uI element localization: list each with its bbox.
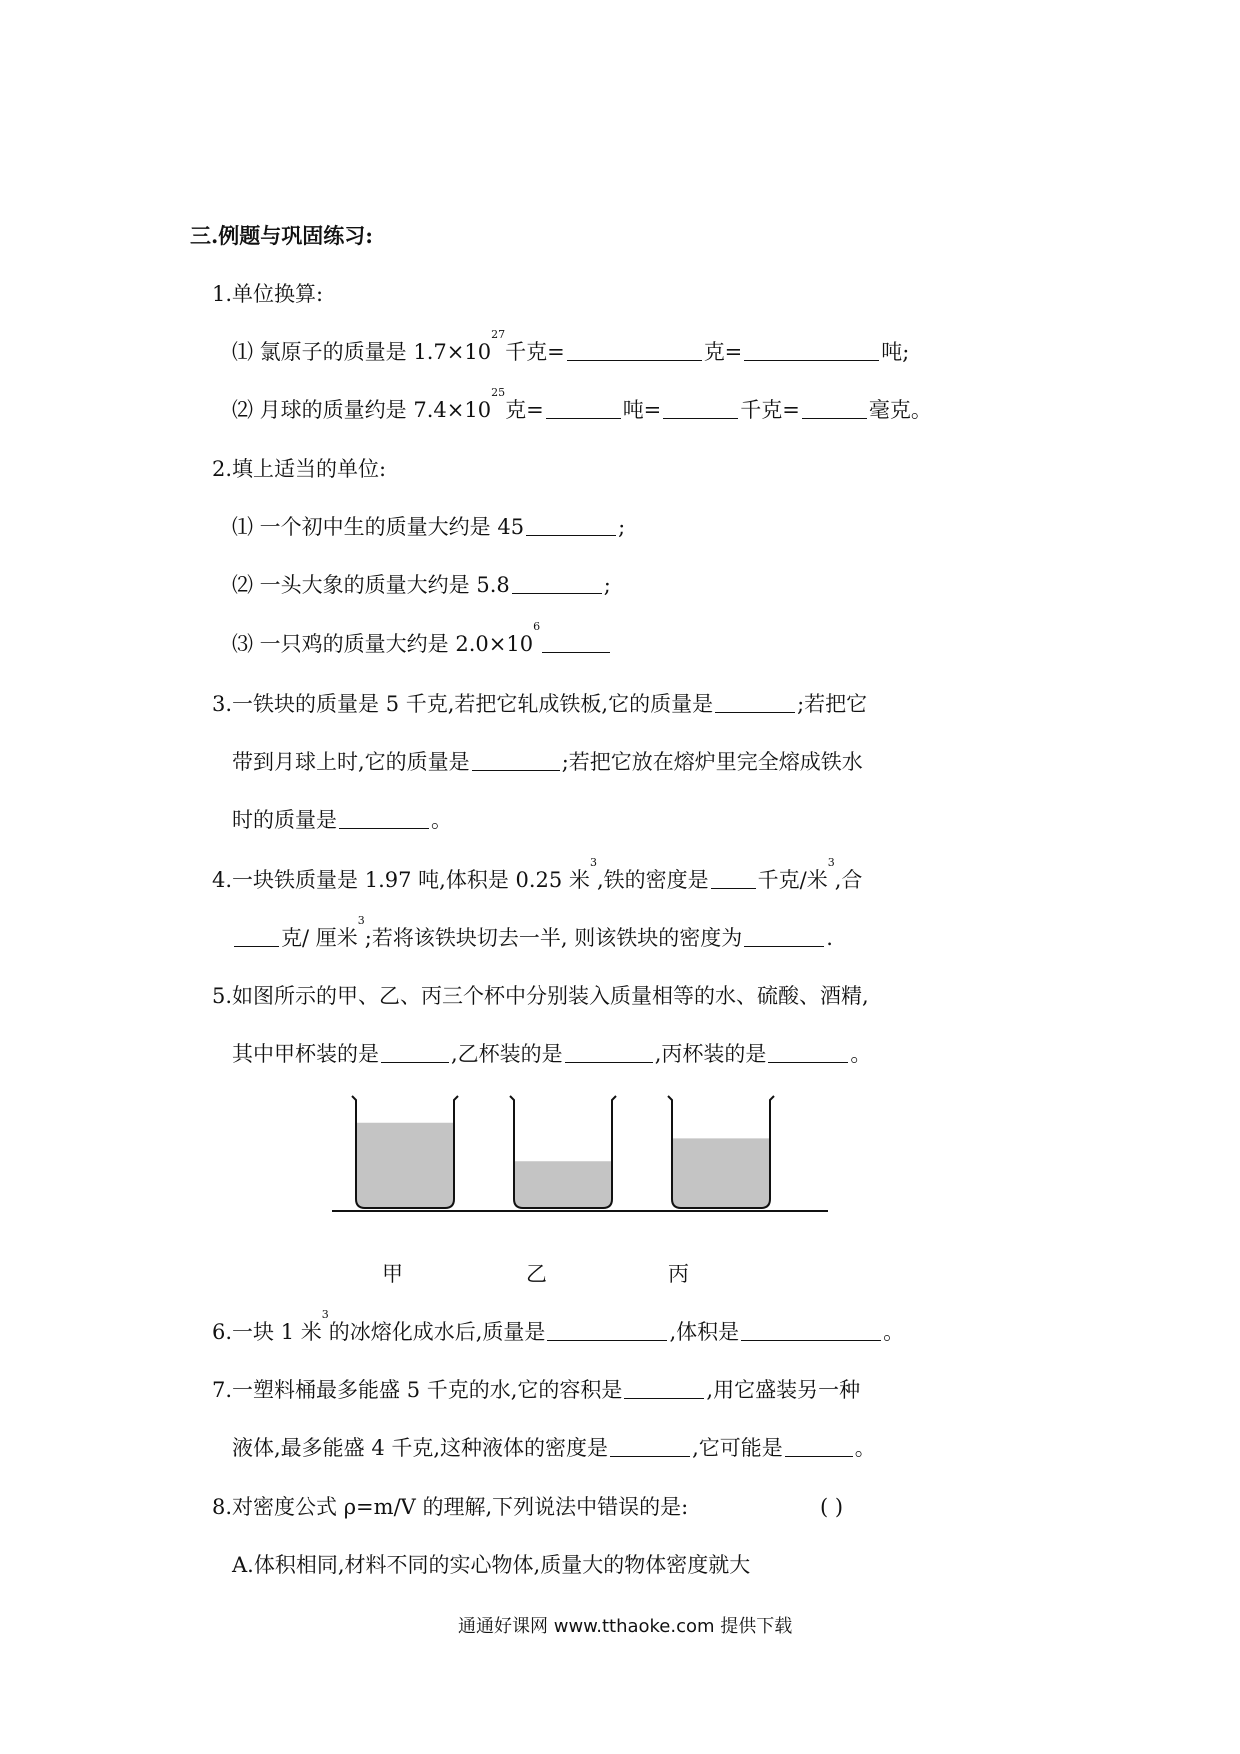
cup-label-yi: 乙	[526, 1262, 547, 1286]
q4-line-2: 克/ 厘米$^3$;若将该铁块切去一半, 则该铁块的密度为 .	[232, 924, 833, 952]
q6-blank-volume	[741, 1320, 881, 1341]
q8-answer-paren: ( )	[820, 1495, 844, 1519]
q4-line-1: 4.一块铁质量是 1.97 吨,体积是 0.25 米$^3$,铁的密度是 千克/米$^3$,合	[212, 856, 863, 892]
q3-blank-1	[715, 692, 795, 713]
q2-item-2: ⑵ 一头大象的质量大约是 5.8 ;	[232, 573, 611, 597]
beakers-figure	[320, 1090, 840, 1225]
q3-line-3: 时的质量是 。	[232, 808, 452, 832]
q1-1-blank-g	[567, 340, 702, 361]
q7-line-1: 7.一塑料桶最多能盛 5 千克的水,它的容积是 ,用它盛装另一种	[212, 1378, 861, 1402]
q3-line-1: 3.一铁块的质量是 5 千克,若把它轧成铁板,它的质量是 ;若把它	[212, 692, 868, 716]
cup-label-bing: 丙	[668, 1262, 689, 1286]
q4-blank-3	[744, 926, 824, 947]
q2-title: 2.填上适当的单位:	[212, 457, 387, 481]
q2-1-blank	[526, 515, 616, 536]
q4-blank-1	[711, 868, 756, 889]
q1-2-blank-kg	[663, 398, 738, 419]
liquid-yi	[514, 1161, 612, 1208]
q8-stem: 8.对密度公式 ρ=m/V 的理解,下列说法中错误的是:	[212, 1495, 689, 1519]
q1-item-2: ⑵ 月球的质量约是 $7.4\times 10^{25}$克= 吨= 千克= 毫克。	[232, 386, 932, 422]
q7-blank-volume	[624, 1378, 704, 1399]
q2-item-1: ⑴ 一个初中生的质量大约是 45 ;	[232, 515, 626, 539]
q3-blank-3	[339, 808, 429, 829]
q5-blank-yi	[565, 1042, 653, 1063]
q7-blank-liquid	[785, 1436, 853, 1457]
q1-2-blank-mg	[802, 398, 867, 419]
cup-label-jia: 甲	[382, 1262, 403, 1286]
liquid-jia	[356, 1123, 454, 1208]
q6-line: 6.一块 1 米$^3$的冰熔化成水后,质量是 ,体积是 。	[212, 1308, 905, 1344]
q5-blank-jia	[381, 1042, 449, 1063]
q1-1-blank-t	[744, 340, 879, 361]
q5-line-1: 5.如图所示的甲、乙、丙三个杯中分别装入质量相等的水、硫酸、酒精,	[212, 984, 869, 1008]
q5-blank-bing	[768, 1042, 848, 1063]
section-title: 三.例题与巩固练习:	[190, 223, 374, 248]
q2-3-blank	[542, 632, 610, 653]
q3-line-2: 带到月球上时,它的质量是 ;若把它放在熔炉里完全熔成铁水	[232, 750, 863, 774]
q7-line-2: 液体,最多能盛 4 千克,这种液体的密度是 ,它可能是 。	[232, 1436, 876, 1460]
footer-credit: 通通好课网 www.tthaoke.com 提供下载	[458, 1616, 793, 1637]
q6-blank-mass	[547, 1320, 667, 1341]
q1-item-1: ⑴ 氯原子的质量是 $1.7\times 10^{27}$千克= 克= 吨;	[232, 328, 910, 364]
q7-blank-density	[610, 1436, 690, 1457]
q2-2-blank	[512, 573, 602, 594]
liquid-bing	[672, 1138, 770, 1208]
q2-item-3: ⑶ 一只鸡的质量大约是 $2.0\times 10^6$	[232, 630, 612, 658]
q1-title: 1.单位换算:	[212, 282, 324, 306]
q3-blank-2	[472, 750, 560, 771]
q5-line-2: 其中甲杯装的是 ,乙杯装的是 ,丙杯装的是 。	[232, 1042, 872, 1066]
q8-option-a: A.体积相同,材料不同的实心物体,质量大的物体密度就大	[232, 1553, 751, 1577]
q4-blank-2	[234, 926, 279, 947]
q1-2-blank-t	[546, 398, 621, 419]
